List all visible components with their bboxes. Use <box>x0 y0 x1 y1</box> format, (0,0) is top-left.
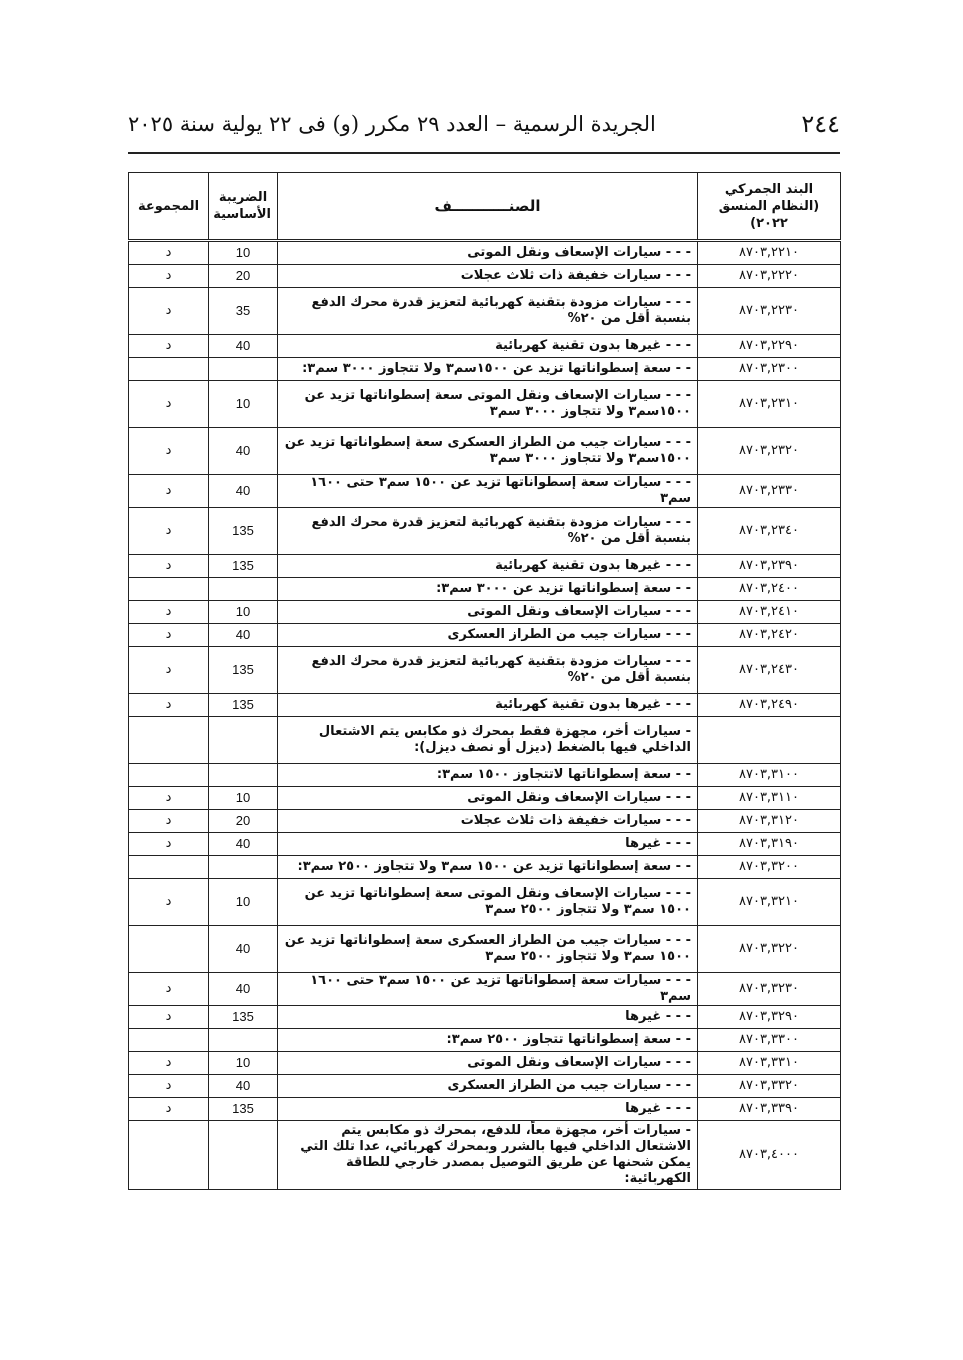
cell-code: ٨٧٠٣,٣٢١٠ <box>698 879 841 926</box>
cell-tax: 40 <box>209 1075 278 1098</box>
cell-description: - - - سيارات جيب من الطراز العسكرى <box>278 624 698 647</box>
header-divider <box>128 152 840 154</box>
column-header-code: البند الجمركي (النظام المنسق ٢٠٢٢) <box>698 173 841 241</box>
cell-tax <box>209 764 278 787</box>
cell-group: د <box>129 381 209 428</box>
table-row <box>129 764 841 787</box>
cell-tax <box>209 358 278 381</box>
table-row <box>129 1006 841 1029</box>
cell-tax: 20 <box>209 810 278 833</box>
cell-code: ٨٧٠٣,٢٤١٠ <box>698 601 841 624</box>
cell-tax: 35 <box>209 288 278 335</box>
cell-group <box>129 926 209 973</box>
table-header-row <box>129 173 841 241</box>
cell-description: - - - غيرها <box>278 833 698 856</box>
cell-description: - سيارات أخر، مجهزة فقط بمحرك ذو مكابس يتم الاشتعال الداخلي فيها بالضغط (ديزل أو نصف ديزل): <box>278 717 698 764</box>
cell-tax: 10 <box>209 879 278 926</box>
cell-group: د <box>129 879 209 926</box>
table-row <box>129 879 841 926</box>
cell-code: ٨٧٠٣,٢٤٠٠ <box>698 578 841 601</box>
table-row <box>129 508 841 555</box>
table-row <box>129 856 841 879</box>
cell-code: ٨٧٠٣,٣٢٩٠ <box>698 1006 841 1029</box>
cell-description: - - - سيارات خفيفة ذات ثلاث عجلات <box>278 265 698 288</box>
cell-description: - - - غيرها بدون تقنية كهربائية <box>278 555 698 578</box>
cell-description: - - - غيرها بدون تقنية كهربائية <box>278 694 698 717</box>
table-row <box>129 647 841 694</box>
cell-description: - - - سيارات الإسعاف ونقل الموتى سعة إسطواناتها تزيد عن ١٥٠٠سم٣ ولا تتجاوز ٣٠٠٠ سم٣ <box>278 381 698 428</box>
column-header-tax: الضريبة الأساسية <box>209 173 278 241</box>
table-row <box>129 601 841 624</box>
cell-code: ٨٧٠٣,٢٢٩٠ <box>698 335 841 358</box>
cell-code: ٨٧٠٣,٣٣٠٠ <box>698 1029 841 1052</box>
cell-group: د <box>129 833 209 856</box>
table-row <box>129 381 841 428</box>
cell-tax: 10 <box>209 241 278 265</box>
table-row <box>129 717 841 764</box>
table-row <box>129 810 841 833</box>
cell-code <box>698 717 841 764</box>
tariff-body <box>129 241 841 1190</box>
cell-code: ٨٧٠٣,٢٢٢٠ <box>698 265 841 288</box>
cell-group: د <box>129 555 209 578</box>
cell-group: د <box>129 265 209 288</box>
cell-group: د <box>129 241 209 265</box>
cell-group <box>129 856 209 879</box>
column-header-description: الصنـــــــــــف <box>278 173 698 241</box>
cell-code: ٨٧٠٣,٢٣٢٠ <box>698 428 841 475</box>
cell-description: - - - سيارات سعة إسطواناتها تزيد عن ١٥٠٠ سم٣ حتى ١٦٠٠ سم٣ <box>278 475 698 508</box>
cell-tax: 135 <box>209 1098 278 1121</box>
cell-tax: 40 <box>209 624 278 647</box>
cell-code: ٨٧٠٣,٣١٩٠ <box>698 833 841 856</box>
cell-code: ٨٧٠٣,٣٢٠٠ <box>698 856 841 879</box>
table-row <box>129 475 841 508</box>
table-row <box>129 1052 841 1075</box>
cell-group: د <box>129 508 209 555</box>
cell-description: - - - سيارات خفيفة ذات ثلاث عجلات <box>278 810 698 833</box>
cell-tax: 20 <box>209 265 278 288</box>
cell-tax: 40 <box>209 428 278 475</box>
cell-group: د <box>129 694 209 717</box>
cell-description: - - سعة إسطواناتها تزيد عن ١٥٠٠ سم٣ ولا تتجاوز ٢٥٠٠ سم٣: <box>278 856 698 879</box>
page-number: ٢٤٤ <box>801 110 840 138</box>
cell-description: - - - سيارات مزودة بتقنية كهربائية لتعزيز قدرة محرك الدفع بنسبة أقل من ٢٠% <box>278 508 698 555</box>
table-row <box>129 694 841 717</box>
cell-description: - - - سيارات سعة إسطواناتها تزيد عن ١٥٠٠ سم٣ حتى ١٦٠٠ سم٣ <box>278 973 698 1006</box>
cell-tax: 135 <box>209 647 278 694</box>
table-row <box>129 1121 841 1190</box>
table-row <box>129 833 841 856</box>
cell-description: - - - سيارات الإسعاف ونقل الموتى <box>278 1052 698 1075</box>
cell-code: ٨٧٠٣,٣٢٣٠ <box>698 973 841 1006</box>
cell-group <box>129 1121 209 1190</box>
cell-code: ٨٧٠٣,٢٤٣٠ <box>698 647 841 694</box>
cell-group: د <box>129 1052 209 1075</box>
cell-code: ٨٧٠٣,٤٠٠٠ <box>698 1121 841 1190</box>
cell-tax <box>209 578 278 601</box>
cell-tax <box>209 1121 278 1190</box>
cell-code: ٨٧٠٣,٢٤٢٠ <box>698 624 841 647</box>
cell-group: د <box>129 1098 209 1121</box>
table-row <box>129 973 841 1006</box>
cell-description: - - - غيرها <box>278 1098 698 1121</box>
cell-description: - - سعة إسطواناتها تزيد عن ١٥٠٠سم٣ ولا تتجاوز ٣٠٠٠ سم٣: <box>278 358 698 381</box>
cell-description: - - - سيارات الإسعاف ونقل الموتى <box>278 241 698 265</box>
cell-code: ٨٧٠٣,٣١٠٠ <box>698 764 841 787</box>
cell-code: ٨٧٠٣,٣١٢٠ <box>698 810 841 833</box>
cell-description: - - - سيارات الإسعاف ونقل الموتى سعة إسطواناتها تزيد عن ١٥٠٠ سم٣ ولا تتجاوز ٢٥٠٠ سم٣ <box>278 879 698 926</box>
tariff-table <box>128 172 841 1190</box>
cell-description: - سيارات أخر، مجهزة معاً، للدفع، بمحرك ذو مكابس يتم الاشتعال الداخلي فيها بالشرر وبمحرك كهربائي، عدا تلك التي يمكن شحنها عن طريق التوصيل بمصدر خارجي للطاقة الكهربائية: <box>278 1121 698 1190</box>
cell-description: - - - سيارات الإسعاف ونقل الموتى <box>278 787 698 810</box>
cell-tax: 135 <box>209 508 278 555</box>
cell-group: د <box>129 787 209 810</box>
cell-code: ٨٧٠٣,٢٣٩٠ <box>698 555 841 578</box>
cell-tax <box>209 1029 278 1052</box>
cell-group: د <box>129 1006 209 1029</box>
cell-code: ٨٧٠٣,٣٣١٠ <box>698 1052 841 1075</box>
cell-tax: 135 <box>209 555 278 578</box>
cell-tax: 40 <box>209 475 278 508</box>
cell-group: د <box>129 1075 209 1098</box>
table-row <box>129 265 841 288</box>
cell-tax: 40 <box>209 833 278 856</box>
cell-tax: 135 <box>209 1006 278 1029</box>
table-row <box>129 555 841 578</box>
cell-tax: 40 <box>209 335 278 358</box>
cell-description: - - - سيارات جيب من الطراز العسكرى سعة إسطواناتها تزيد عن ١٥٠٠ سم٣ ولا تتجاوز ٢٥٠٠ سم٣ <box>278 926 698 973</box>
cell-tax: 10 <box>209 601 278 624</box>
table-row <box>129 787 841 810</box>
cell-group: د <box>129 335 209 358</box>
cell-code: ٨٧٠٣,٢٢١٠ <box>698 241 841 265</box>
cell-code: ٨٧٠٣,٣١١٠ <box>698 787 841 810</box>
cell-tax: 10 <box>209 787 278 810</box>
cell-description: - - سعة إسطواناتها تتجاوز ٢٥٠٠ سم٣: <box>278 1029 698 1052</box>
cell-code: ٨٧٠٣,٣٣٩٠ <box>698 1098 841 1121</box>
cell-group: د <box>129 428 209 475</box>
cell-code: ٨٧٠٣,٢٢٣٠ <box>698 288 841 335</box>
table-row <box>129 428 841 475</box>
cell-description: - - - غيرها <box>278 1006 698 1029</box>
cell-group: د <box>129 973 209 1006</box>
cell-tax: 40 <box>209 973 278 1006</box>
cell-tax: 10 <box>209 1052 278 1075</box>
cell-group: د <box>129 647 209 694</box>
page-title: الجريدة الرسمية – العدد ٢٩ مكرر (و) فى ٢٢ يولية سنة ٢٠٢٥ <box>128 112 656 136</box>
cell-code: ٨٧٠٣,٣٢٢٠ <box>698 926 841 973</box>
table-row <box>129 241 841 265</box>
cell-code: ٨٧٠٣,٢٣١٠ <box>698 381 841 428</box>
cell-tax <box>209 856 278 879</box>
cell-group: د <box>129 475 209 508</box>
table-row <box>129 1098 841 1121</box>
cell-group: د <box>129 601 209 624</box>
cell-description: - - سعة إسطواناتها تزيد عن ٣٠٠٠ سم٣: <box>278 578 698 601</box>
table-row <box>129 926 841 973</box>
cell-tax: 135 <box>209 694 278 717</box>
cell-group: د <box>129 288 209 335</box>
cell-code: ٨٧٠٣,٢٣٣٠ <box>698 475 841 508</box>
table-row <box>129 335 841 358</box>
cell-tax: 40 <box>209 926 278 973</box>
cell-tax <box>209 717 278 764</box>
table-row <box>129 288 841 335</box>
cell-group <box>129 1029 209 1052</box>
cell-group: د <box>129 810 209 833</box>
column-header-group: المجموعة <box>129 173 209 241</box>
cell-code: ٨٧٠٣,٣٣٢٠ <box>698 1075 841 1098</box>
table-row <box>129 578 841 601</box>
cell-group <box>129 578 209 601</box>
cell-description: - - - سيارات جيب من الطراز العسكرى <box>278 1075 698 1098</box>
table-row <box>129 358 841 381</box>
cell-code: ٨٧٠٣,٢٣٤٠ <box>698 508 841 555</box>
cell-group <box>129 358 209 381</box>
cell-group <box>129 764 209 787</box>
cell-group <box>129 717 209 764</box>
cell-description: - - - غيرها بدون تقنية كهربائية <box>278 335 698 358</box>
cell-description: - - سعة إسطواناتها لاتتجاوز ١٥٠٠ سم٣: <box>278 764 698 787</box>
table-row <box>129 624 841 647</box>
cell-tax: 10 <box>209 381 278 428</box>
cell-description: - - - سيارات الإسعاف ونقل الموتى <box>278 601 698 624</box>
cell-description: - - - سيارات جيب من الطراز العسكرى سعة إسطواناتها تزيد عن ١٥٠٠سم٣ ولا تتجاوز ٣٠٠٠ سم٣ <box>278 428 698 475</box>
page-header <box>128 104 840 144</box>
cell-description: - - - سيارات مزودة بتقنية كهربائية لتعزيز قدرة محرك الدفع بنسبة أقل من ٢٠% <box>278 647 698 694</box>
table-row <box>129 1029 841 1052</box>
cell-code: ٨٧٠٣,٢٣٠٠ <box>698 358 841 381</box>
cell-description: - - - سيارات مزودة بتقنية كهربائية لتعزيز قدرة محرك الدفع بنسبة أقل من ٢٠% <box>278 288 698 335</box>
table-row <box>129 1075 841 1098</box>
cell-group: د <box>129 624 209 647</box>
cell-code: ٨٧٠٣,٢٤٩٠ <box>698 694 841 717</box>
